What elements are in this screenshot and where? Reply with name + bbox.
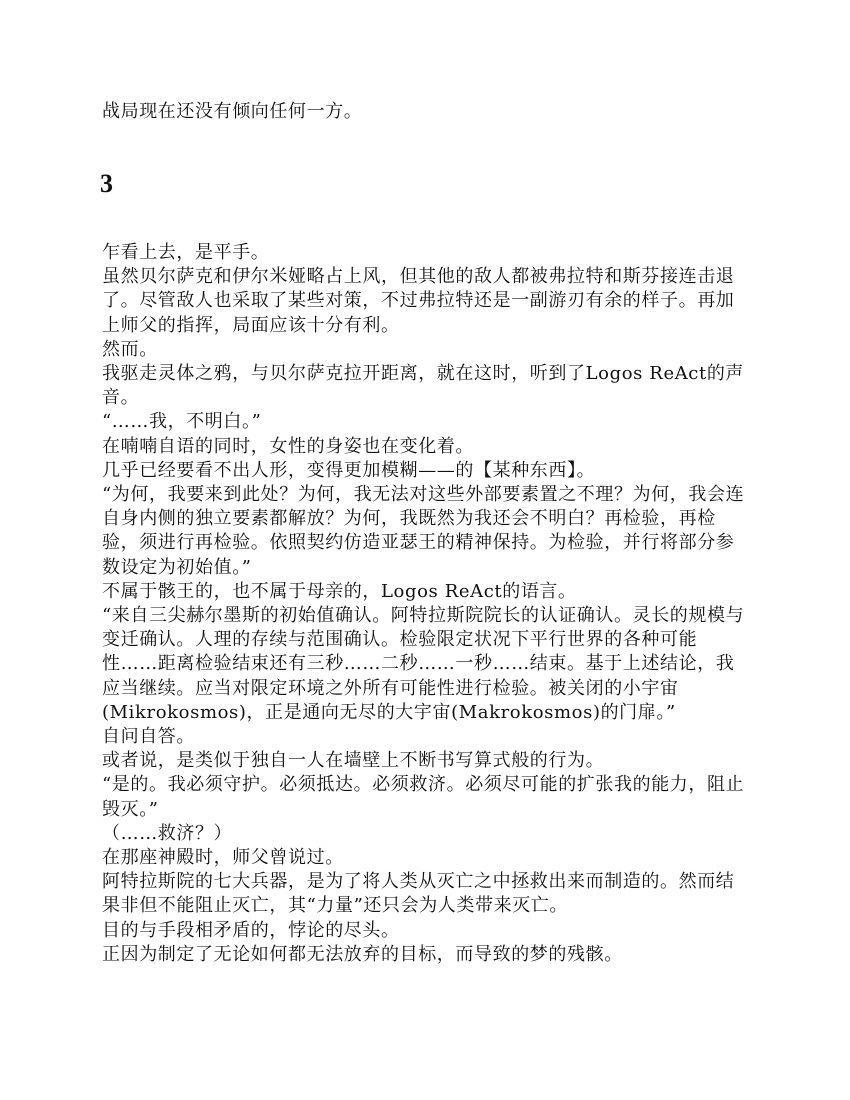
paragraph: 或者说，是类似于独自一人在墙壁上不断书写算式般的行为。 [102,750,605,772]
paragraph: 自问自答。 [102,726,195,748]
section-number-heading: 3 [100,169,113,198]
paragraph: 在那座神殿时，师父曾说过。 [102,847,344,869]
paragraph: 然而。 [102,338,158,360]
paragraph: “为何，我要来到此处？为何，我无法对这些外部要素置之不理？为何，我会连自身内侧的独立要素都解放？为何，我既然为我还会不明白？再检验，再检验，须进行再检验。依照契约仿造亚瑟王的精神保持。为检验，并行将部分参数设定为初始值。” [102,484,745,578]
paragraph: 虽然贝尔萨克和伊尔米娅略占上风，但其他的敌人都被弗拉特和斯芬接连击退了。尽管敌人也采取了某些对策，不过弗拉特还是一副游刃有余的样子。再加上师父的指挥，局面应该十分有利。 [102,266,735,336]
paragraph: “是的。我必须守护。必须抵达。必须救济。必须尽可能的扩张我的能力，阻止毁灭。” [102,774,745,820]
paragraph: 几乎已经要看不出人形，变得更加模糊——的【某种东西】。 [102,459,596,481]
section-body [102,241,752,967]
paragraph: “……我，不明白。” [102,411,262,433]
paragraph: 不属于骸王的，也不属于母亲的，Logos ReAct的语言。 [102,580,577,602]
intro-line: 战局现在还没有倾向任何一方。 [102,101,363,122]
paragraph: （……救济？） [102,822,233,844]
paragraph: 在喃喃自语的同时，女性的身姿也在变化着。 [102,435,474,457]
paragraph: 乍看上去，是平手。 [102,242,270,263]
paragraph: 目的与手段相矛盾的，悖论的尽头。 [102,919,400,941]
paragraph: 我驱走灵体之鸦，与贝尔萨克拉开距离，就在这时，听到了Logos ReAct的声音。 [102,363,745,409]
paragraph: 正因为制定了无论如何都无法放弃的目标，而导致的梦的残骸。 [102,943,623,965]
paragraph: “来自三尖赫尔墨斯的初始值确认。阿特拉斯院院长的认证确认。灵长的规模与变迁确认。人理的存续与范围确认。检验限定状况下平行世界的各种可能性……距离检验结束还有三秒……二秒……一秒……结束。基于上述结论，我应当继续。应当对限定环境之外所有可能性进行检验。被关闭的小宇宙(Mikrokosmos)，正是通向无尽的大宇宙(Makrokosmos)的门扉。” [102,605,745,723]
paragraph: 阿特拉斯院的七大兵器，是为了将人类从灭亡之中拯救出来而制造的。然而结果非但不能阻止灭亡，其“力量”还只会为人类带来灭亡。 [102,871,735,917]
